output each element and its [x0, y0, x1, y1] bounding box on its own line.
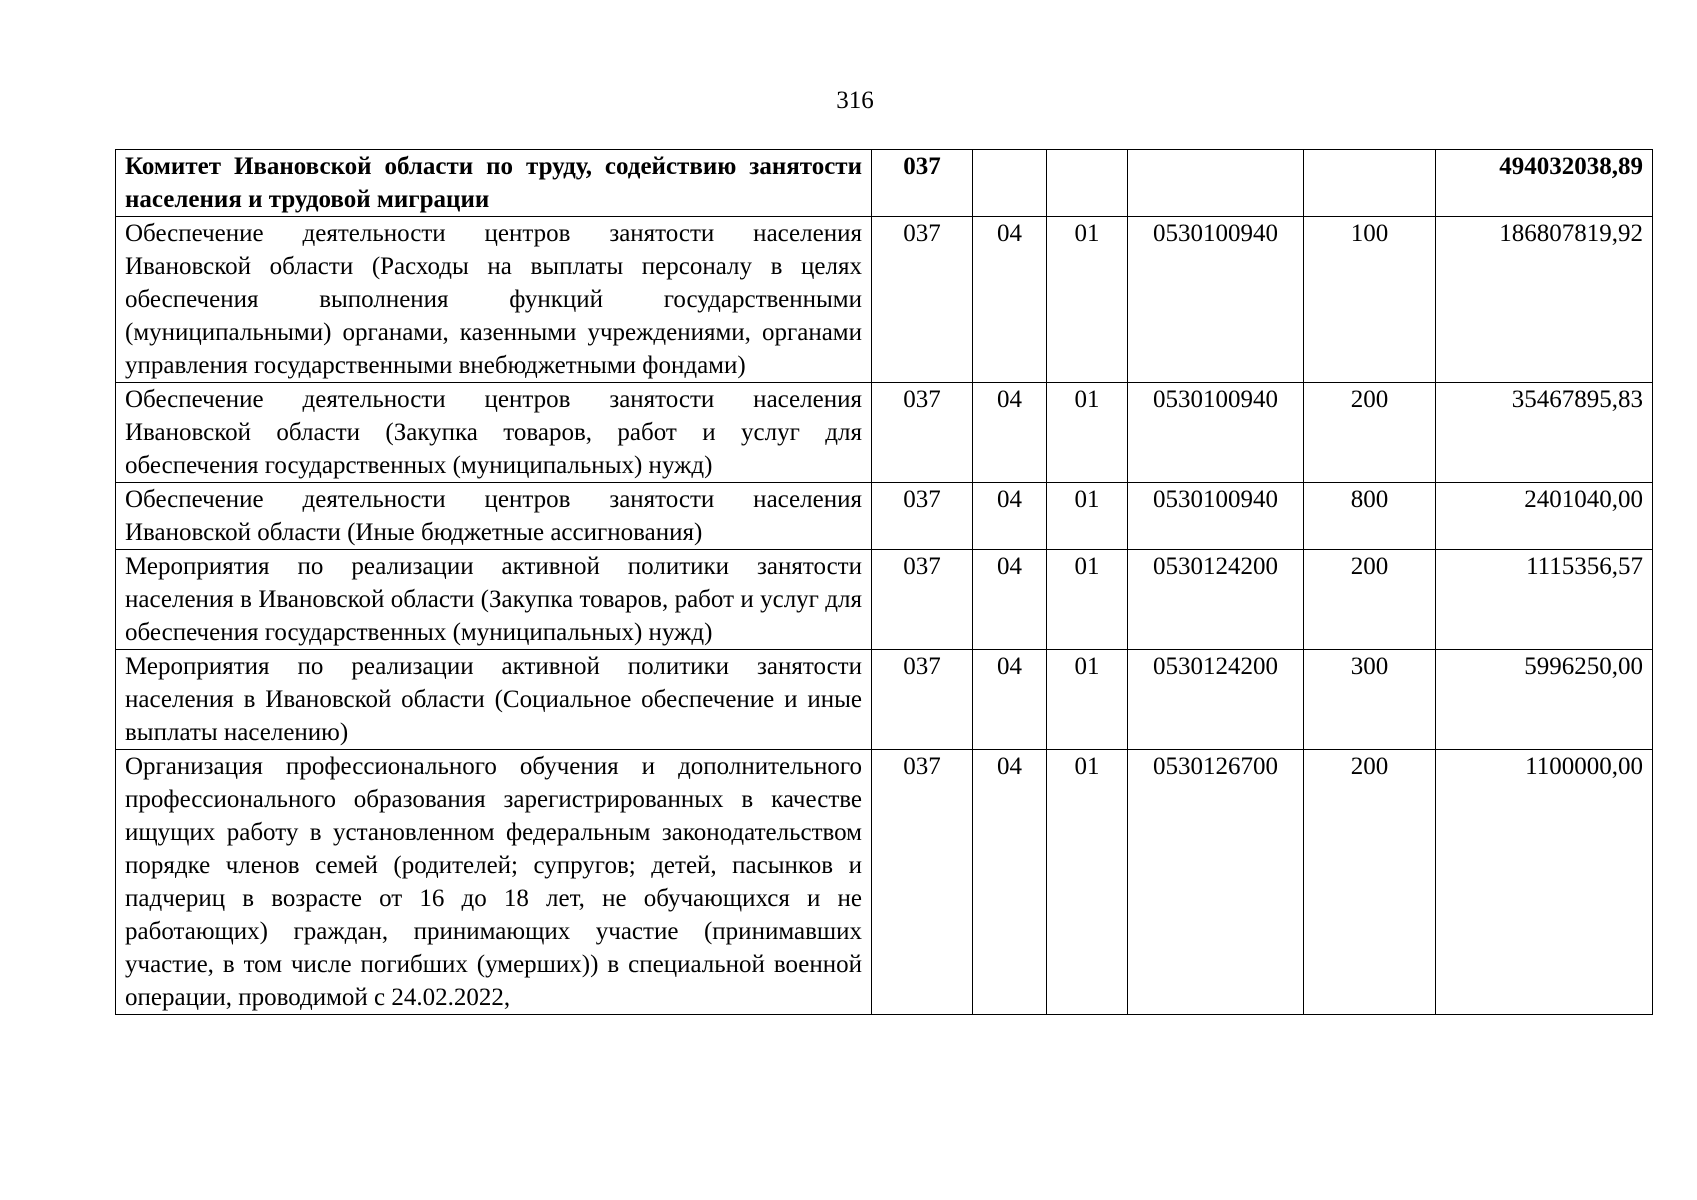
cell-amount: 1115356,57 — [1436, 550, 1653, 650]
cell-amount: 2401040,00 — [1436, 483, 1653, 550]
cell-amount: 1100000,00 — [1436, 750, 1653, 1015]
table-row — [116, 383, 1653, 483]
cell-description: Мероприятия по реализации активной политики занятости населения в Ивановской области (Социальное обеспечение и иные выплаты населению) — [116, 650, 872, 750]
cell-section: 04 — [973, 383, 1047, 483]
cell-expense-type: 100 — [1304, 217, 1436, 383]
table-row — [116, 750, 1653, 1015]
cell-section: 04 — [973, 650, 1047, 750]
table-row — [116, 483, 1653, 550]
cell-subsection: 01 — [1047, 750, 1128, 1015]
cell-subsection: 01 — [1047, 383, 1128, 483]
cell-amount: 5996250,00 — [1436, 650, 1653, 750]
cell-subsection: 01 — [1047, 650, 1128, 750]
page-number: 316 — [836, 87, 874, 114]
cell-subsection — [1047, 150, 1128, 217]
cell-section: 04 — [973, 483, 1047, 550]
table-row — [116, 650, 1653, 750]
cell-target-article — [1128, 150, 1304, 217]
cell-target-article: 0530100940 — [1128, 217, 1304, 383]
cell-description: Обеспечение деятельности центров занятости населения Ивановской области (Иные бюджетные ассигнования) — [116, 483, 872, 550]
cell-amount: 35467895,83 — [1436, 383, 1653, 483]
cell-ministry-code: 037 — [872, 650, 973, 750]
cell-target-article: 0530124200 — [1128, 650, 1304, 750]
cell-subsection: 01 — [1047, 483, 1128, 550]
cell-ministry-code: 037 — [872, 150, 973, 217]
cell-target-article: 0530100940 — [1128, 383, 1304, 483]
budget-table-body — [116, 150, 1653, 1015]
table-header-row — [116, 150, 1653, 217]
cell-section — [973, 150, 1047, 217]
cell-expense-type: 800 — [1304, 483, 1436, 550]
cell-expense-type: 200 — [1304, 550, 1436, 650]
table-row — [116, 217, 1653, 383]
cell-ministry-code: 037 — [872, 750, 973, 1015]
cell-expense-type: 200 — [1304, 383, 1436, 483]
cell-expense-type: 300 — [1304, 650, 1436, 750]
cell-description: Мероприятия по реализации активной политики занятости населения в Ивановской области (Закупка товаров, работ и услуг для обеспечения государственных (муниципальных) нужд) — [116, 550, 872, 650]
cell-section: 04 — [973, 217, 1047, 383]
cell-ministry-code: 037 — [872, 483, 973, 550]
cell-amount: 186807819,92 — [1436, 217, 1653, 383]
cell-ministry-code: 037 — [872, 550, 973, 650]
cell-description: Обеспечение деятельности центров занятости населения Ивановской области (Расходы на выплаты персоналу в целях обеспечения выполнения функций государственными (муниципальными) органами, казенными учреждениями, органами управления государственными внебюджетными фондами) — [116, 217, 872, 383]
cell-ministry-code: 037 — [872, 217, 973, 383]
cell-section: 04 — [973, 750, 1047, 1015]
cell-target-article: 0530124200 — [1128, 550, 1304, 650]
cell-amount: 494032038,89 — [1436, 150, 1653, 217]
cell-ministry-code: 037 — [872, 383, 973, 483]
cell-target-article: 0530126700 — [1128, 750, 1304, 1015]
cell-target-article: 0530100940 — [1128, 483, 1304, 550]
cell-description: Организация профессионального обучения и дополнительного профессионального образования зарегистрированных в качестве ищущих работу в установленном федеральным законодательством порядке членов семей (родителей; супругов; детей, пасынков и падчериц в возрасте от 16 до 18 лет, не обучающихся и не работающих) граждан, принимающих участие (принимавших участие, в том числе погибших (умерших)) в специальной военной операции, проводимой с 24.02.2022, — [116, 750, 872, 1015]
cell-section: 04 — [973, 550, 1047, 650]
table-row — [116, 550, 1653, 650]
cell-description: Комитет Ивановской области по труду, содействию занятости населения и трудовой миграции — [116, 150, 872, 217]
cell-description: Обеспечение деятельности центров занятости населения Ивановской области (Закупка товаров, работ и услуг для обеспечения государственных (муниципальных) нужд) — [116, 383, 872, 483]
budget-table — [115, 149, 1653, 1015]
cell-expense-type: 200 — [1304, 750, 1436, 1015]
cell-subsection: 01 — [1047, 550, 1128, 650]
cell-subsection: 01 — [1047, 217, 1128, 383]
cell-expense-type — [1304, 150, 1436, 217]
